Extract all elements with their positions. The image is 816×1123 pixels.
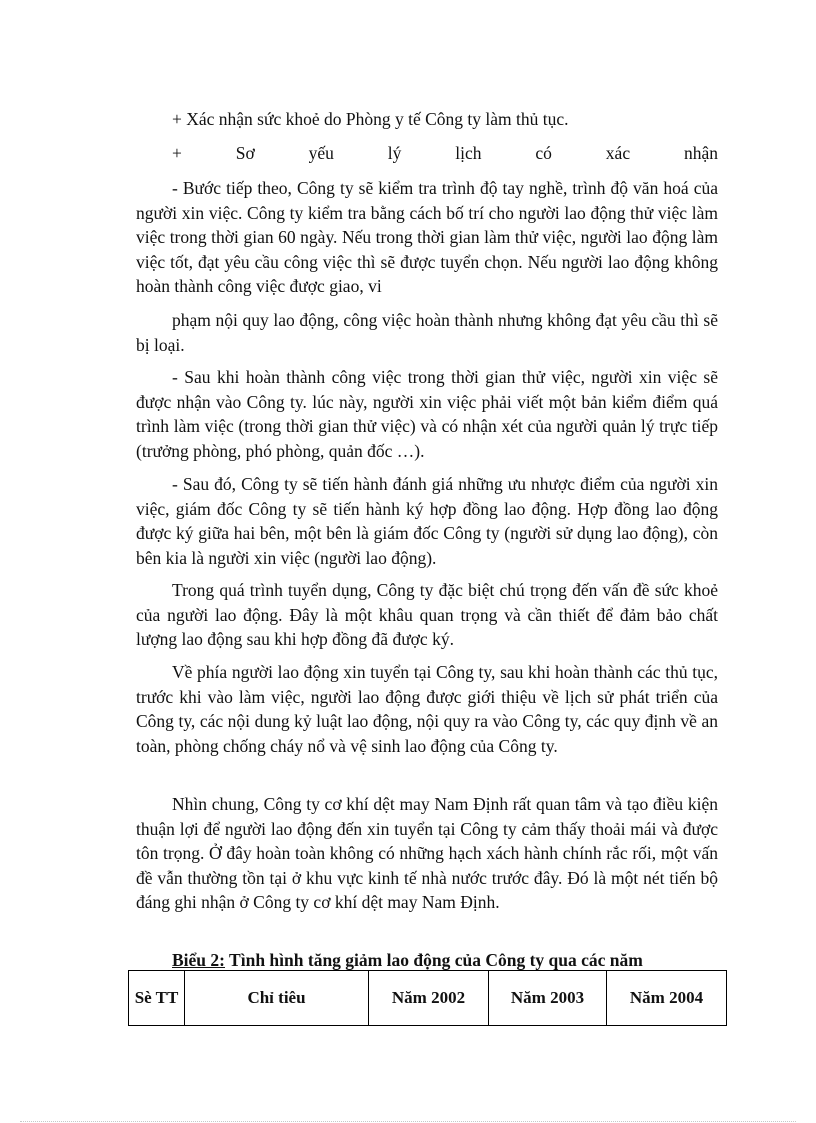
paragraph-conclusion: Nhìn chung, Công ty cơ khí dệt may Nam Định rất quan tâm và tạo điều kiện thuận lợi để người lao động đến xin tuyển tại Công ty cảm thấy thoải mái và được tôn trọng. Ở đây hoàn toàn không có những hạch xách hành chính rắc rối, một vấn đề vẫn thường tồn tại ở khu vực kinh tế nhà nước trước đây. Đó là một nét tiến bộ đáng ghi nhận ở Công ty cơ khí dệt may Nam Định. bbox=[136, 794, 718, 912]
caption-label: Biểu 2: bbox=[172, 950, 225, 970]
caption-text: Tình hình tăng giảm lao động của Công ty qua các năm bbox=[225, 950, 643, 970]
labor-change-table bbox=[128, 970, 727, 1026]
table-caption bbox=[172, 948, 732, 972]
header-year-2003: Năm 2003 bbox=[489, 971, 607, 1026]
table-header-row bbox=[129, 971, 727, 1026]
header-stt: Sè TT bbox=[129, 971, 185, 1026]
paragraph-violation: phạm nội quy lao động, công việc hoàn thành nhưng không đạt yêu cầu thì sẽ bị loại. bbox=[136, 310, 718, 355]
header-year-2004: Năm 2004 bbox=[607, 971, 727, 1026]
paragraph-health-focus: Trong quá trình tuyển dụng, Công ty đặc biệt chú trọng đến vấn đề sức khoẻ của người lao động. Đây là một khâu quan trọng và cần thiết để đảm bảo chất lượng lao động sau khi hợp đồng đã được ký. bbox=[136, 580, 718, 649]
health-certification-line: + Xác nhận sức khoẻ do Phòng y tế Công ty làm thủ tục. bbox=[172, 109, 569, 129]
paragraph-orientation: Về phía người lao động xin tuyển tại Công ty, sau khi hoàn thành các thủ tục, trước khi vào làm việc, người lao động được giới thiệu về lịch sử phát triển của Công ty, các nội dung kỷ luật lao động, nội quy ra vào Công ty, các quy định về an toàn, phòng chống cháy nổ và vệ sinh lao động của Công ty. bbox=[136, 662, 718, 756]
paragraph-contract: - Sau đó, Công ty sẽ tiến hành đánh giá những ưu nhược điểm của người xin việc, giám đốc Công ty sẽ tiến hành ký hợp đồng lao động. Hợp đồng lao động được ký giữa hai bên, một bên là giám đốc Công ty (người sử dụng lao động), còn bên kia là người xin việc (người lao động). bbox=[136, 474, 718, 568]
header-indicator: Chỉ tiêu bbox=[185, 971, 369, 1026]
cv-line: + Sơ yếu lý lịch có xác nhận bbox=[172, 143, 718, 163]
paragraph-skill-test: - Bước tiếp theo, Công ty sẽ kiểm tra trình độ tay nghề, trình độ văn hoá của người xin việc. Công ty kiểm tra bằng cách bố trí cho người lao động thử việc làm việc trong thời gian 60 ngày. Nếu trong thời gian làm thử việc, người lao động làm việc tốt, đạt yêu cầu công việc thì sẽ được tuyển chọn. Nếu người lao động không hoàn thành công việc được giao, vi bbox=[136, 178, 718, 296]
page-bottom-divider bbox=[20, 1121, 796, 1122]
header-year-2002: Năm 2002 bbox=[369, 971, 489, 1026]
paragraph-after-probation: - Sau khi hoàn thành công việc trong thời gian thử việc, người xin việc sẽ được nhận vào Công ty. lúc này, người xin việc phải viết một bản kiểm điểm quá trình làm việc (trong thời gian thử việc) và có nhận xét của người quản lý trực tiếp (trưởng phòng, phó phòng, quản đốc …). bbox=[136, 367, 718, 461]
